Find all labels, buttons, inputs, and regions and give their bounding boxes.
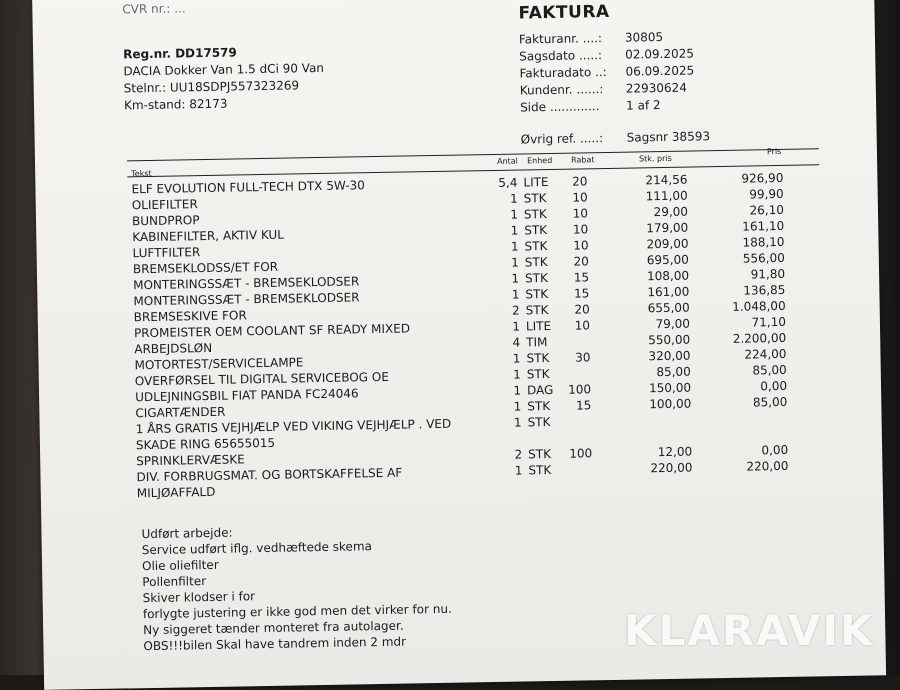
line-unit: TIM [526, 335, 548, 350]
line-qty: 4 [512, 335, 521, 350]
line-unit-price: 695,00 [646, 252, 689, 268]
line-discount: 30 [575, 350, 591, 365]
meta-row [520, 79, 710, 99]
line-total: 0,00 [760, 378, 788, 394]
line-text: 1 ÅRS GRATIS VEJHJÆLP VED VIKING VEJHJÆLP . VED [135, 416, 452, 437]
ref-label: Øvrig ref. .....: [520, 131, 604, 147]
header-total: Pris [766, 146, 782, 157]
line-qty: 1 [513, 415, 522, 430]
header-text: Tekst [131, 168, 152, 179]
note-line: OBS!!!bilen Skal have tandrem inden 2 mdr [143, 634, 407, 654]
header-discount: Rabat [570, 155, 595, 165]
watermark-logo: KLARAVIK [624, 606, 875, 655]
line-qty: 1 [510, 239, 519, 254]
meta-label: Sagsdato .....: [519, 48, 603, 64]
line-qty: 2 [511, 303, 520, 318]
line-unit: LITE [523, 175, 549, 190]
note-line: Pollenfilter [142, 574, 207, 590]
line-total: 71,10 [751, 314, 787, 330]
line-text: OLIEFILTER [131, 197, 198, 213]
line-total: 136,85 [743, 282, 786, 298]
line-unit-price: 161,00 [647, 284, 690, 300]
line-unit: STK [527, 415, 551, 430]
line-unit: STK [526, 367, 550, 382]
line-total: 2.200,00 [732, 330, 787, 346]
line-unit-price: 29,00 [653, 204, 689, 220]
line-unit: STK [528, 447, 552, 462]
line-discount: 10 [572, 206, 589, 221]
line-total: 926,90 [741, 170, 784, 186]
line-unit-price: 320,00 [648, 348, 691, 364]
line-total: 224,00 [744, 346, 787, 362]
vehicle-info [123, 43, 325, 114]
line-text: MOTORTEST/SERVICELAMPE [134, 355, 304, 373]
line-unit-price: 85,00 [656, 364, 691, 380]
line-unit-price: 209,00 [646, 236, 689, 252]
line-qty: 1 [513, 383, 522, 398]
line-qty: 1 [511, 271, 520, 286]
meta-label: Side ............. [520, 99, 600, 115]
line-text: DIV. FORBRUGSMAT. OG BORTSKAFFELSE AF [136, 465, 403, 485]
note-line: Ny siggeret tænder monteret fra autolager. [143, 618, 404, 638]
line-text: UDLEJNINGSBIL FIAT PANDA FC24046 [135, 386, 359, 405]
line-total: 99,90 [749, 186, 784, 202]
line-total: 91,80 [750, 266, 786, 282]
line-unit: STK [524, 239, 548, 254]
line-qty: 1 [509, 191, 518, 206]
line-text: MONTERINGSSÆT - BREMSEKLODSER [133, 274, 360, 293]
line-total: 26,10 [749, 202, 785, 218]
header-rule-top [127, 148, 819, 161]
line-qty: 1 [514, 463, 523, 478]
line-discount: 15 [573, 270, 590, 285]
line-unit-price: 100,00 [649, 396, 692, 412]
meta-value: 1 af 2 [625, 98, 661, 113]
line-total: 220,00 [746, 458, 789, 474]
top-cut-text: CVR nr.: ... [122, 1, 186, 17]
line-discount: 10 [573, 238, 589, 253]
note-line: Skiver klodser i for [142, 589, 256, 606]
line-unit: STK [526, 351, 550, 366]
line-text: SKADE RING 65655015 [135, 435, 276, 453]
line-text: ELF EVOLUTION FULL-TECH DTX 5W-30 [131, 178, 366, 197]
line-discount: 10 [572, 190, 588, 205]
header-qty: Antal [496, 156, 518, 166]
line-unit: STK [523, 191, 547, 206]
note-line: forlygte justering er ikke god men det virker for nu. [142, 601, 452, 622]
line-total: 161,10 [742, 218, 785, 234]
note-line: Olie oliefilter [141, 557, 219, 574]
meta-label: Fakturadato ..: [519, 64, 607, 81]
line-unit-price: 150,00 [648, 380, 692, 396]
line-qty: 1 [511, 255, 519, 270]
line-discount: 10 [572, 222, 589, 237]
line-qty: 1 [511, 287, 520, 302]
line-qty: 2 [514, 447, 523, 462]
line-total: 0,00 [761, 442, 789, 458]
line-unit: STK [525, 287, 549, 302]
line-total: 85,00 [752, 362, 787, 378]
line-text: LUFTFILTER [132, 245, 201, 261]
line-text: SPRINKLERVÆSKE [136, 452, 245, 469]
line-discount: 20 [574, 302, 590, 317]
chassis-number: Stelnr.: UU18SDPJ557323269 [123, 78, 300, 96]
line-unit: STK [524, 271, 549, 286]
km-reading: Km-stand: 82173 [123, 96, 228, 113]
note-line: Udført arbejde: [141, 525, 233, 542]
line-discount: 10 [574, 318, 591, 333]
line-unit: STK [524, 255, 548, 270]
line-text: KABINEFILTER, AKTIV KUL [132, 227, 285, 245]
line-unit: DAG [526, 382, 554, 398]
line-total: 188,10 [742, 234, 785, 250]
line-unit: STK [528, 463, 552, 478]
invoice-title: FAKTURA [518, 1, 610, 24]
line-unit-price: 655,00 [647, 300, 690, 316]
reg-number: Reg.nr. DD17579 [123, 45, 237, 62]
line-unit-price: 550,00 [648, 332, 691, 348]
meta-label: Kundenr. ......: [519, 82, 604, 98]
meta-value: 02.09.2025 [625, 46, 695, 62]
line-text: BREMSESKIVE FOR [133, 308, 247, 325]
line-qty: 1 [512, 351, 521, 366]
line-unit: LITE [525, 318, 552, 334]
line-unit-price: 179,00 [646, 220, 689, 236]
invoice-paper [32, 0, 886, 690]
line-text: OVERFØRSEL TIL DIGITAL SERVICEBOG OE [134, 369, 389, 389]
line-unit: STK [527, 399, 551, 414]
line-total: 85,00 [752, 394, 788, 410]
line-text: CIGARTÆNDER [135, 404, 226, 421]
line-text: MONTERINGSSÆT - BREMSEKLODSER [133, 290, 360, 309]
ref-row [521, 128, 711, 148]
meta-value: 30805 [624, 29, 664, 45]
car-model: DACIA Dokker Van 1.5 dCi 90 Van [123, 60, 325, 79]
meta-value: 22930624 [625, 80, 688, 96]
line-qty: 1 [512, 319, 521, 334]
line-qty: 1 [510, 223, 519, 238]
line-discount: 15 [573, 286, 590, 301]
line-unit-price: 79,00 [655, 316, 691, 332]
line-discount: 100 [568, 382, 592, 397]
line-total: 556,00 [742, 250, 785, 266]
line-discount: 20 [572, 174, 588, 189]
line-unit: STK [523, 207, 547, 222]
work-notes [141, 521, 452, 654]
line-qty: 1 [513, 399, 522, 414]
line-qty: 1 [510, 207, 519, 222]
line-discount: 20 [573, 254, 589, 269]
line-unit-price: 214,56 [645, 172, 688, 188]
line-unit-price: 108,00 [646, 268, 690, 284]
line-text: MILJØAFFALD [136, 484, 216, 501]
invoice-meta [519, 28, 710, 148]
meta-label: Fakturanr. ....: [518, 31, 603, 47]
line-text: ARBEJDSLØN [134, 340, 213, 357]
header-unit: Enhed [526, 155, 553, 166]
line-unit: STK [525, 303, 549, 318]
ref-value: Sagsnr 38593 [626, 129, 711, 145]
line-unit-price: 111,00 [645, 188, 688, 204]
line-qty: 5,4 [498, 175, 518, 190]
line-unit-price: 12,00 [657, 444, 693, 460]
line-unit: STK [524, 223, 548, 238]
line-qty: 1 [513, 367, 521, 382]
header-unit-price: Stk. pris [638, 153, 672, 164]
line-text: PROMEISTER OEM COOLANT SF READY MIXED [133, 321, 411, 341]
line-text: BUNDPROP [131, 213, 200, 229]
line-discount: 15 [575, 398, 592, 413]
line-text: BREMSEKLODSS/ET FOR [132, 259, 279, 277]
note-line: Service udført iflg. vedhæftede skema [141, 539, 373, 558]
meta-value: 06.09.2025 [625, 63, 695, 79]
line-unit-price: 220,00 [650, 460, 693, 476]
line-discount: 100 [569, 446, 593, 461]
line-total: 1.048,00 [732, 298, 786, 314]
